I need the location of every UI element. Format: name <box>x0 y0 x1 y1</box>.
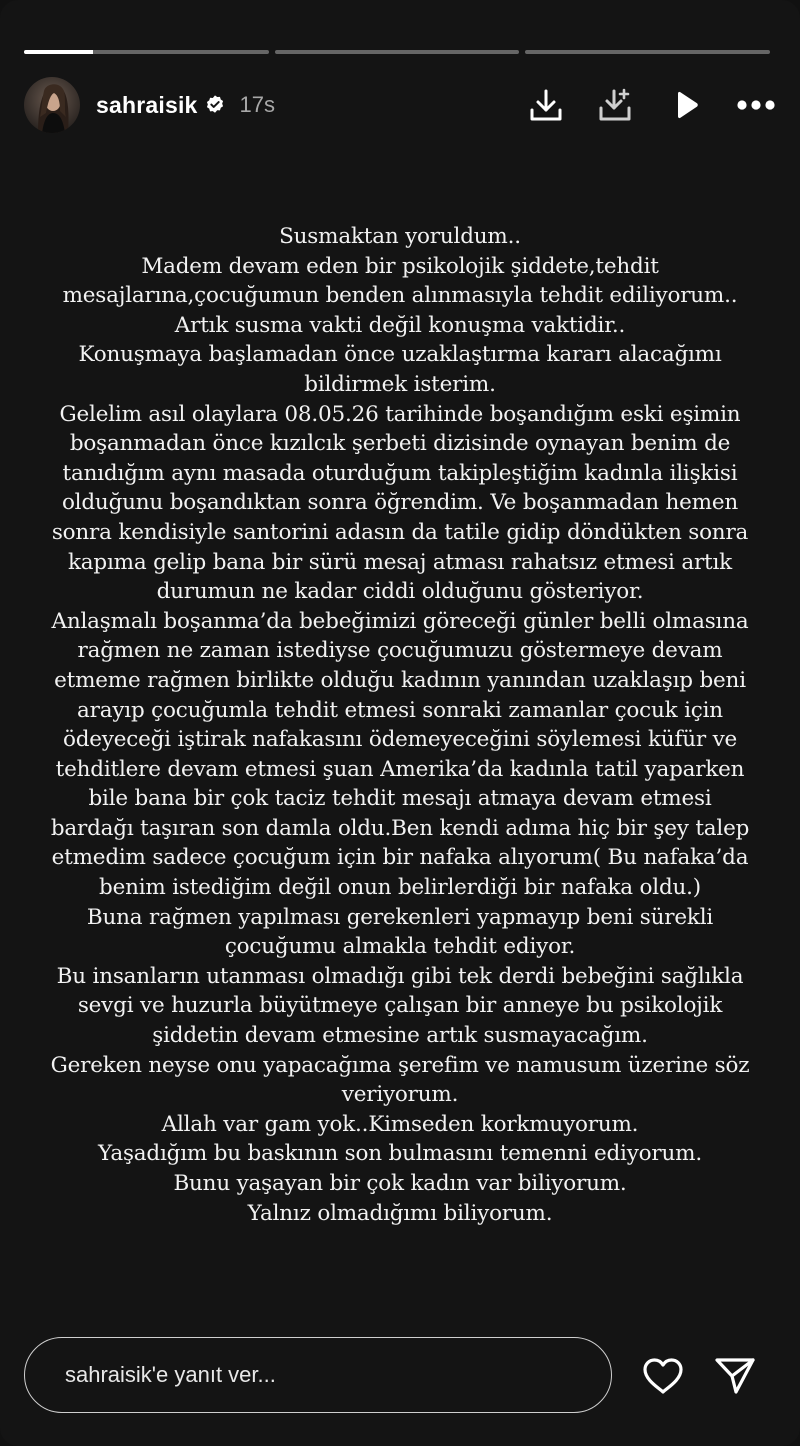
story-text-line: etmeme rağmen birlikte olduğu kadının yanından uzaklaşıp beni <box>54 667 746 693</box>
story-text-line: Konuşmaya başlamadan önce uzaklaştırma kararı alacağımı <box>78 342 722 368</box>
story-text-line: olduğunu boşandıktan sonra öğrendim. Ve boşanmadan hemen <box>61 490 739 516</box>
play-icon[interactable] <box>666 85 706 125</box>
story-text-line: Yaşadığım bu baskının son bulmasını temenni ediyorum. <box>98 1141 702 1167</box>
story-text-line: bildirmek isterim. <box>304 371 496 397</box>
reply-input[interactable] <box>63 1361 587 1389</box>
save-to-device-icon[interactable] <box>596 85 636 125</box>
story-text-line: Bu insanların utanması olmadığı gibi tek derdi bebeğini sağlıkla <box>56 963 744 989</box>
story-text-line: Allah var gam yok..Kimseden korkmuyorum. <box>161 1111 639 1137</box>
story-text-line: Madem devam eden bir psikolojik şiddete,tehdit <box>141 253 659 279</box>
story-text-line: tehditlere devam etmesi şuan Amerika’da kadınla tatil yaparken <box>55 756 745 782</box>
story-text-line: tanıdığım aynı masada oturduğum takipleştiğim kadınla ilişkisi <box>62 460 738 486</box>
story-text-line: sonra kendisiyle santorini adasın da tatile gidip döndükten sonra <box>51 519 749 545</box>
story-text-line: sevgi ve huzurla büyütmeye çalışan bir anneye bu psikolojik <box>77 993 723 1019</box>
story-text-line: arayıp çocuğumla tehdit etmesi sonraki zamanlar çocuk için <box>77 697 723 723</box>
story-text-line: Buna rağmen yapılması gerekenleri yapmayıp beni sürekli <box>86 904 714 930</box>
story-text-line: etmedim sadece çocuğum için bir nafaka alıyorum( Bu nafaka’da <box>51 845 749 871</box>
story-header <box>24 76 776 134</box>
story-text-line: Gelelim asıl olaylara 08.05.26 tarihinde boşandığım eski eşimin <box>59 401 741 427</box>
username[interactable]: sahraisik <box>96 91 198 118</box>
download-icon[interactable] <box>526 85 566 125</box>
story-text-line: çocuğumu almakla tehdit ediyor. <box>224 934 576 960</box>
story-text-line: Anlaşmalı boşanma’da bebeğimizi göreceği günler belli olmasına <box>51 608 749 634</box>
story-progress-bar <box>24 50 770 54</box>
story-text-line: benim istediğim değil onun belirlerdiği bir nafaka oldu.) <box>99 875 701 901</box>
story-text-line: durumun ne kadar ciddi olduğunu gösteriyor. <box>156 579 644 605</box>
story-text-line: kapıma gelip bana bir sürü mesaj atması rahatsız etmesi artık <box>67 549 733 575</box>
story-text-line: şiddetin devam etmesine artık susmayacağım. <box>152 1023 648 1049</box>
story-text-line: ödeyeceği iştirak nafakasını ödemeyeceğini söylemesi küfür ve <box>62 727 738 753</box>
progress-segment <box>275 50 520 54</box>
story-text-line: Yalnız olmadığımı biliyorum. <box>247 1200 553 1226</box>
verified-badge-icon <box>204 94 226 116</box>
progress-segment <box>525 50 770 54</box>
more-options-icon[interactable] <box>736 85 776 125</box>
story-text-line: Bunu yaşayan bir çok kadın var biliyorum. <box>173 1171 627 1196</box>
story-text-line: rağmen ne zaman istediyse çocuğumuzu göstermeye devam <box>77 638 723 664</box>
send-icon[interactable] <box>713 1354 757 1398</box>
story-text-line: Susmaktan yoruldum.. <box>279 224 521 249</box>
story-text-line: Artık susma vakti değil konuşma vaktidir.. <box>174 312 626 338</box>
progress-fill <box>24 50 93 54</box>
header-actions <box>496 85 776 125</box>
story-text-line: bardağı taşıran son damla oldu.Ben kendi adıma hiç bir şey talep <box>50 815 750 841</box>
story-text <box>28 222 772 1228</box>
story-text-line: mesajlarına,çocuğumun benden alınmasıyla tehdit ediliyorum.. <box>62 283 738 309</box>
story-text-line: veriyorum. <box>341 1082 459 1108</box>
story-text-line: boşanmadan önce kızılcık şerbeti dizisinde oynayan benim de <box>69 431 731 457</box>
heart-icon[interactable] <box>641 1354 685 1398</box>
progress-segment <box>24 50 269 54</box>
avatar[interactable] <box>24 77 80 133</box>
reply-box[interactable] <box>24 1337 612 1413</box>
story-text-line: bile bana bir çok taciz tehdit mesajı atmaya devam etmesi <box>88 786 712 812</box>
post-time: 17s <box>239 92 276 117</box>
story-text-line: Gereken neyse onu yapacağıma şerefim ve namusum üzerine söz <box>50 1052 750 1078</box>
